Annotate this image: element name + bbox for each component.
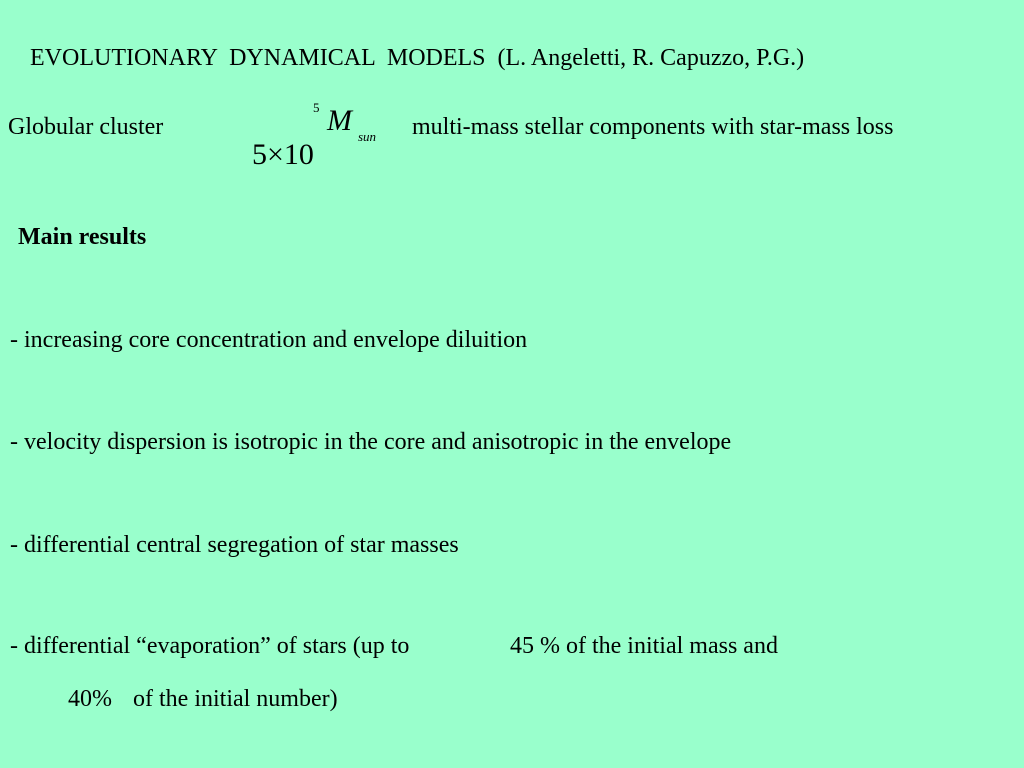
result-evaporation-number-text: of the initial number): [133, 686, 338, 712]
slide-title: EVOLUTIONARY DYNAMICAL MODELS (L. Angeletti, R. Capuzzo, P.G.): [30, 45, 805, 71]
result-item: - increasing core concentration and envelope diluition: [10, 327, 528, 353]
formula-base: 5×10: [252, 138, 314, 171]
result-evaporation-number-percent: 40%: [68, 686, 112, 712]
result-evaporation-part1: - differential “evaporation” of stars (up to: [10, 633, 410, 659]
main-results-heading: Main results: [18, 224, 147, 250]
formula-mass-symbol: M: [327, 104, 352, 137]
cluster-description: multi-mass stellar components with star-mass loss: [412, 114, 894, 140]
result-item: - differential central segregation of star masses: [10, 532, 459, 558]
cluster-mass-formula: [237, 100, 377, 274]
result-item: - velocity dispersion is isotropic in the core and anisotropic in the envelope: [10, 429, 732, 455]
globular-cluster-label: Globular cluster: [8, 114, 164, 140]
formula-exponent: 5: [313, 100, 320, 115]
result-evaporation-mass-fraction: 45 % of the initial mass and: [510, 633, 778, 659]
formula-subscript: sun: [358, 129, 377, 144]
